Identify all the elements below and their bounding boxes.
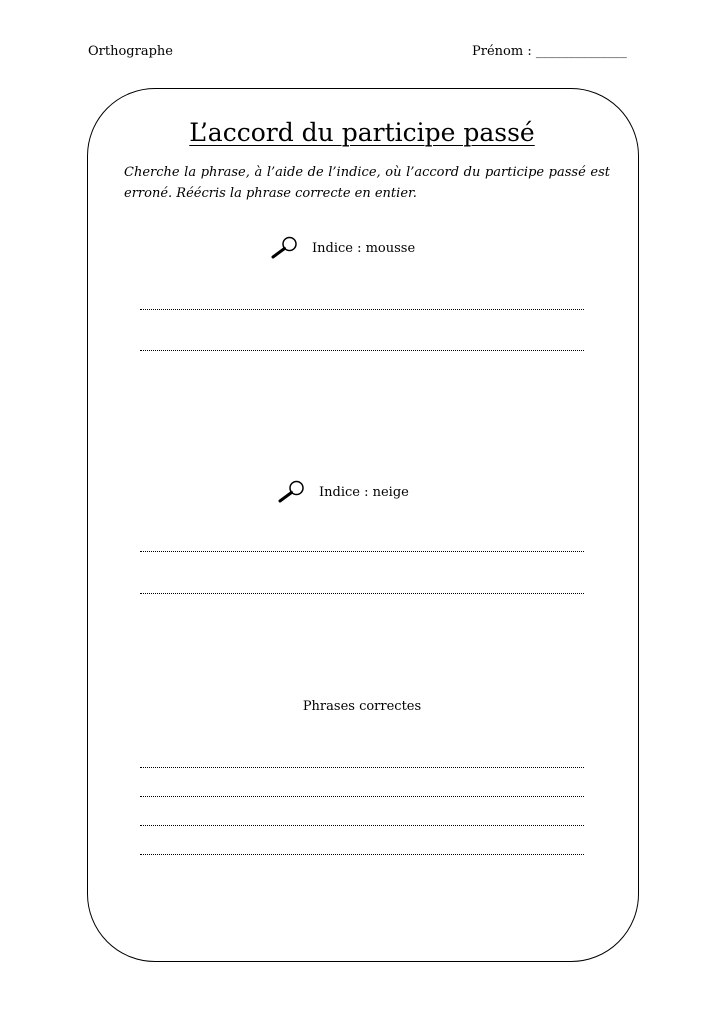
instructions-text: Cherche la phrase, à l’aide de l’indice, où l’accord du participe passé est erroné. Réécris la phrase correcte en entier. xyxy=(124,165,610,201)
subject-label: Orthographe xyxy=(88,44,173,59)
worksheet-frame xyxy=(87,88,639,962)
correct-sentence-line[interactable] xyxy=(140,825,584,826)
hint-label: Indice : neige xyxy=(319,484,409,500)
hint-label: Indice : mousse xyxy=(312,240,416,256)
answer-line[interactable] xyxy=(140,593,584,594)
name-field-label: Prénom : ______________ xyxy=(472,44,627,59)
hint-mousse xyxy=(270,236,415,260)
correct-sentences-heading: Phrases correctes xyxy=(302,699,422,714)
hint-neige xyxy=(277,480,409,504)
correct-sentence-line[interactable] xyxy=(140,767,584,768)
answer-line[interactable] xyxy=(140,350,584,351)
magnifying-glass-icon xyxy=(277,480,307,504)
worksheet-title: L’accord du participe passé xyxy=(189,118,535,147)
correct-sentence-line[interactable] xyxy=(140,854,584,855)
correct-sentence-line[interactable] xyxy=(140,796,584,797)
answer-line[interactable] xyxy=(140,309,584,310)
magnifying-glass-icon xyxy=(270,236,300,260)
answer-line[interactable] xyxy=(140,551,584,552)
